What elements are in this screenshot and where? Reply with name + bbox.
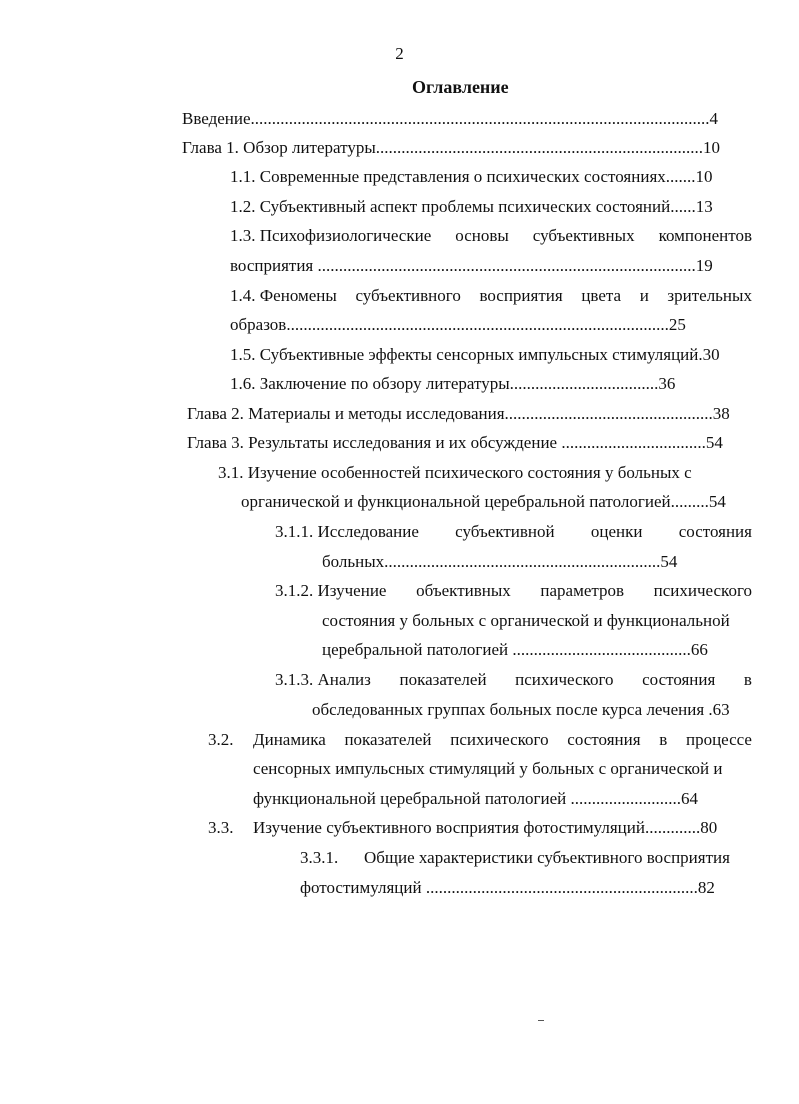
toc-entry-3-3-1-continuation[interactable]: фотостимуляций ................................................................82 — [300, 878, 715, 897]
toc-entry-3-3-1[interactable]: Общие характеристики субъективного восприятия — [364, 848, 730, 867]
toc-entry-chapter-1[interactable]: Глава 1. Обзор литературы.............................................................................10 — [182, 138, 721, 157]
toc-entry-1-4-word: восприятия — [479, 286, 563, 305]
toc-entry-3-3-number: 3.3. — [208, 818, 234, 837]
toc-entry-1-4-word: цвета — [581, 286, 622, 305]
toc-entry-3-1-2-word: параметров — [540, 581, 625, 600]
toc-entry-1-3-word: 1.3. Психофизиологические — [230, 226, 432, 245]
toc-entry-3-2[interactable] — [253, 730, 752, 750]
toc-entry-3-1-1[interactable] — [275, 522, 752, 542]
toc-entry-3-1-1-word: состояния — [678, 522, 752, 541]
toc-entry-3-1-2-word: психического — [653, 581, 752, 600]
toc-entry-3-1[interactable]: 3.1. Изучение особенностей психического состояния у больных с — [218, 463, 692, 482]
toc-entry-3-1-3-continuation[interactable]: обследованных группах больных после курса лечения .63 — [312, 700, 730, 719]
toc-entry-1-3-word: основы — [455, 226, 509, 245]
toc-entry-3-1-2-continuation[interactable]: состояния у больных с органической и функциональной — [322, 611, 730, 630]
toc-entry-1-3-word: субъективных — [532, 226, 635, 245]
toc-entry-1-4-word: субъективного — [355, 286, 461, 305]
toc-entry-3-1-3-word: психического — [515, 670, 614, 689]
toc-entry-1-3-continuation[interactable]: восприятия .........................................................................................19 — [230, 256, 713, 275]
toc-entry-3-1-3-word: 3.1.3. Анализ — [275, 670, 371, 689]
toc-entry-3-2-number: 3.2. — [208, 730, 234, 749]
toc-entry-3-1-1-continuation[interactable]: больных.................................................................54 — [322, 552, 678, 571]
toc-entry-1-2[interactable]: 1.2. Субъективный аспект проблемы психических состояний......13 — [230, 197, 713, 216]
toc-entry-3-1-2-word: 3.1.2. Изучение — [275, 581, 387, 600]
toc-entry-3-2-word: Динамика — [253, 730, 326, 749]
toc-entry-1-3[interactable] — [230, 226, 752, 246]
toc-entry-chapter-3[interactable]: Глава 3. Результаты исследования и их обсуждение ..................................54 — [187, 433, 723, 452]
toc-entry-chapter-2[interactable]: Глава 2. Материалы и методы исследования.................................................38 — [187, 404, 730, 423]
toc-entry-3-1-continuation[interactable]: органической и функциональной церебральной патологией.........54 — [241, 492, 726, 511]
toc-entry-1-4-word: 1.4. Феномены — [230, 286, 337, 305]
toc-entry-3-1-1-word: 3.1.1. Исследование — [275, 522, 419, 541]
toc-entry-3-2-word: состояния — [567, 730, 641, 749]
toc-entry-3-2-word: психического — [450, 730, 549, 749]
toc-entry-3-3-1-number: 3.3.1. — [300, 848, 339, 867]
page-number: 2 — [395, 44, 404, 63]
toc-entry-3-1-3[interactable] — [275, 670, 752, 690]
toc-entry-1-4-word: зрительных — [667, 286, 752, 305]
toc-entry-3-1-2[interactable] — [275, 581, 752, 601]
toc-entry-introduction[interactable]: Введение............................................................................................................4 — [182, 109, 719, 128]
toc-entry-1-1[interactable]: 1.1. Современные представления о психических состояниях.......10 — [230, 167, 713, 186]
toc-entry-3-2-word: показателей — [344, 730, 432, 749]
toc-title: Оглавление — [412, 77, 509, 97]
toc-entry-1-4-continuation[interactable]: образов..........................................................................................25 — [230, 315, 686, 334]
toc-entry-1-3-word: компонентов — [658, 226, 752, 245]
toc-entry-3-2-word: в — [659, 730, 668, 749]
toc-entry-3-3[interactable]: Изучение субъективного восприятия фотостимуляций.............80 — [253, 818, 718, 837]
toc-entry-3-2-continuation-2[interactable]: функциональной церебральной патологией ..........................64 — [253, 789, 698, 808]
toc-entry-3-1-2-continuation-2[interactable]: церебральной патологией ..........................................66 — [322, 640, 708, 659]
toc-entry-3-1-1-word: субъективной — [455, 522, 555, 541]
toc-entry-3-1-1-word: оценки — [590, 522, 643, 541]
toc-entry-1-4[interactable] — [230, 286, 752, 306]
toc-entry-3-2-continuation[interactable]: сенсорных импульсных стимуляций у больных с органической и — [253, 759, 723, 778]
toc-entry-3-2-word: процессе — [685, 730, 752, 749]
toc-entry-3-1-2-word: объективных — [416, 581, 511, 600]
toc-entry-3-1-3-word: в — [743, 670, 752, 689]
toc-entry-3-1-3-word: состояния — [642, 670, 716, 689]
toc-entry-3-1-3-word: показателей — [399, 670, 487, 689]
toc-entry-1-5[interactable]: 1.5. Субъективные эффекты сенсорных импульсных стимуляций.30 — [230, 345, 720, 364]
toc-entry-1-6[interactable]: 1.6. Заключение по обзору литературы...................................36 — [230, 374, 676, 393]
toc-entry-1-4-word: и — [639, 286, 649, 305]
scan-mark — [538, 1020, 544, 1021]
